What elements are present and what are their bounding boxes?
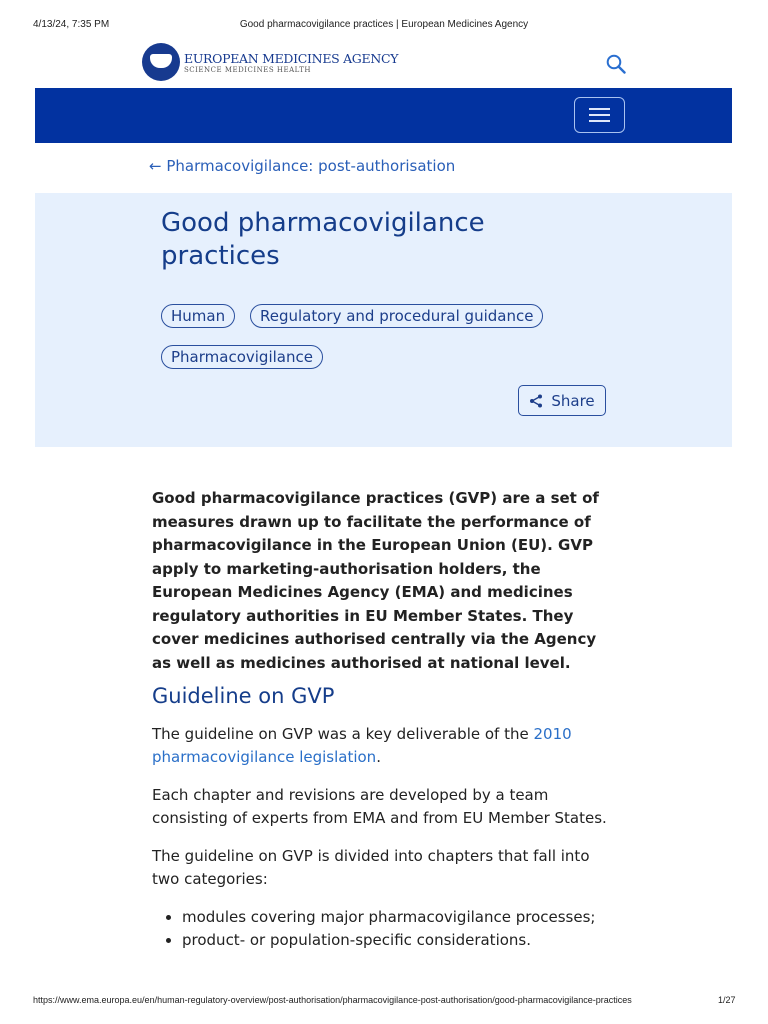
logo-tagline: SCIENCE MEDICINES HEALTH <box>184 65 311 74</box>
arrow-left-icon: ← <box>149 157 162 175</box>
category-list <box>152 906 607 953</box>
logo-name: EUROPEAN MEDICINES AGENCY <box>184 50 399 66</box>
section-heading: Guideline on GVP <box>152 684 335 708</box>
back-link[interactable] <box>149 157 455 175</box>
print-url: https://www.ema.europa.eu/en/human-regulatory-overview/post-authorisation/pharmacovigilance-post-authorisation/good-pharmacovigilance-practices <box>33 995 632 1005</box>
print-title: Good pharmacovigilance practices | European Medicines Agency <box>239 19 529 30</box>
list-item: • modules covering major pharmacovigilance processes; <box>182 906 607 930</box>
p1-end: . <box>376 748 381 766</box>
nav-bar <box>35 88 732 143</box>
tag-pharmacovigilance[interactable]: Pharmacovigilance <box>161 345 323 369</box>
tag-regulatory[interactable]: Regulatory and procedural guidance <box>250 304 543 328</box>
share-icon <box>529 394 543 408</box>
logo-emblem-icon <box>142 43 180 81</box>
print-datetime: 4/13/24, 7:35 PM <box>33 19 110 30</box>
page-title: Good pharmacovigilance practices <box>161 208 485 271</box>
paragraph-3: The guideline on GVP is divided into chapters that fall into two categories: <box>152 846 590 888</box>
print-page: 1/27 <box>718 995 736 1005</box>
legislation-link[interactable]: 2010 pharmacovigilance legislation <box>152 724 572 766</box>
hero-panel <box>35 193 732 447</box>
ema-logo[interactable] <box>142 43 398 81</box>
menu-button[interactable] <box>574 97 625 133</box>
tag-human[interactable]: Human <box>161 304 235 328</box>
paragraph-1 <box>152 723 607 770</box>
p1-text: The guideline on GVP was a key deliverable of the <box>152 724 534 743</box>
paragraph-2: Each chapter and revisions are developed by a team consisting of experts from EMA and from EU Member States. <box>152 785 607 827</box>
intro-paragraph: Good pharmacovigilance practices (GVP) are a set of measures drawn up to facilitate the performance of pharmacovigilance in the European Union (EU). GVP apply to marketing-authorisation holders, the European Medicines Agency (EMA) and medicines regulatory authorities in EU Member States. They cover medicines authorised centrally via the Agency as well as medicines authorised at national level. <box>152 489 599 672</box>
back-link-label: Pharmacovigilance: post-authorisation <box>166 157 456 175</box>
main-content <box>152 487 607 953</box>
list-item: • product- or population-specific considerations. <box>182 929 607 953</box>
search-icon[interactable] <box>606 54 626 74</box>
share-label: Share <box>551 391 595 410</box>
share-button[interactable] <box>518 385 606 416</box>
